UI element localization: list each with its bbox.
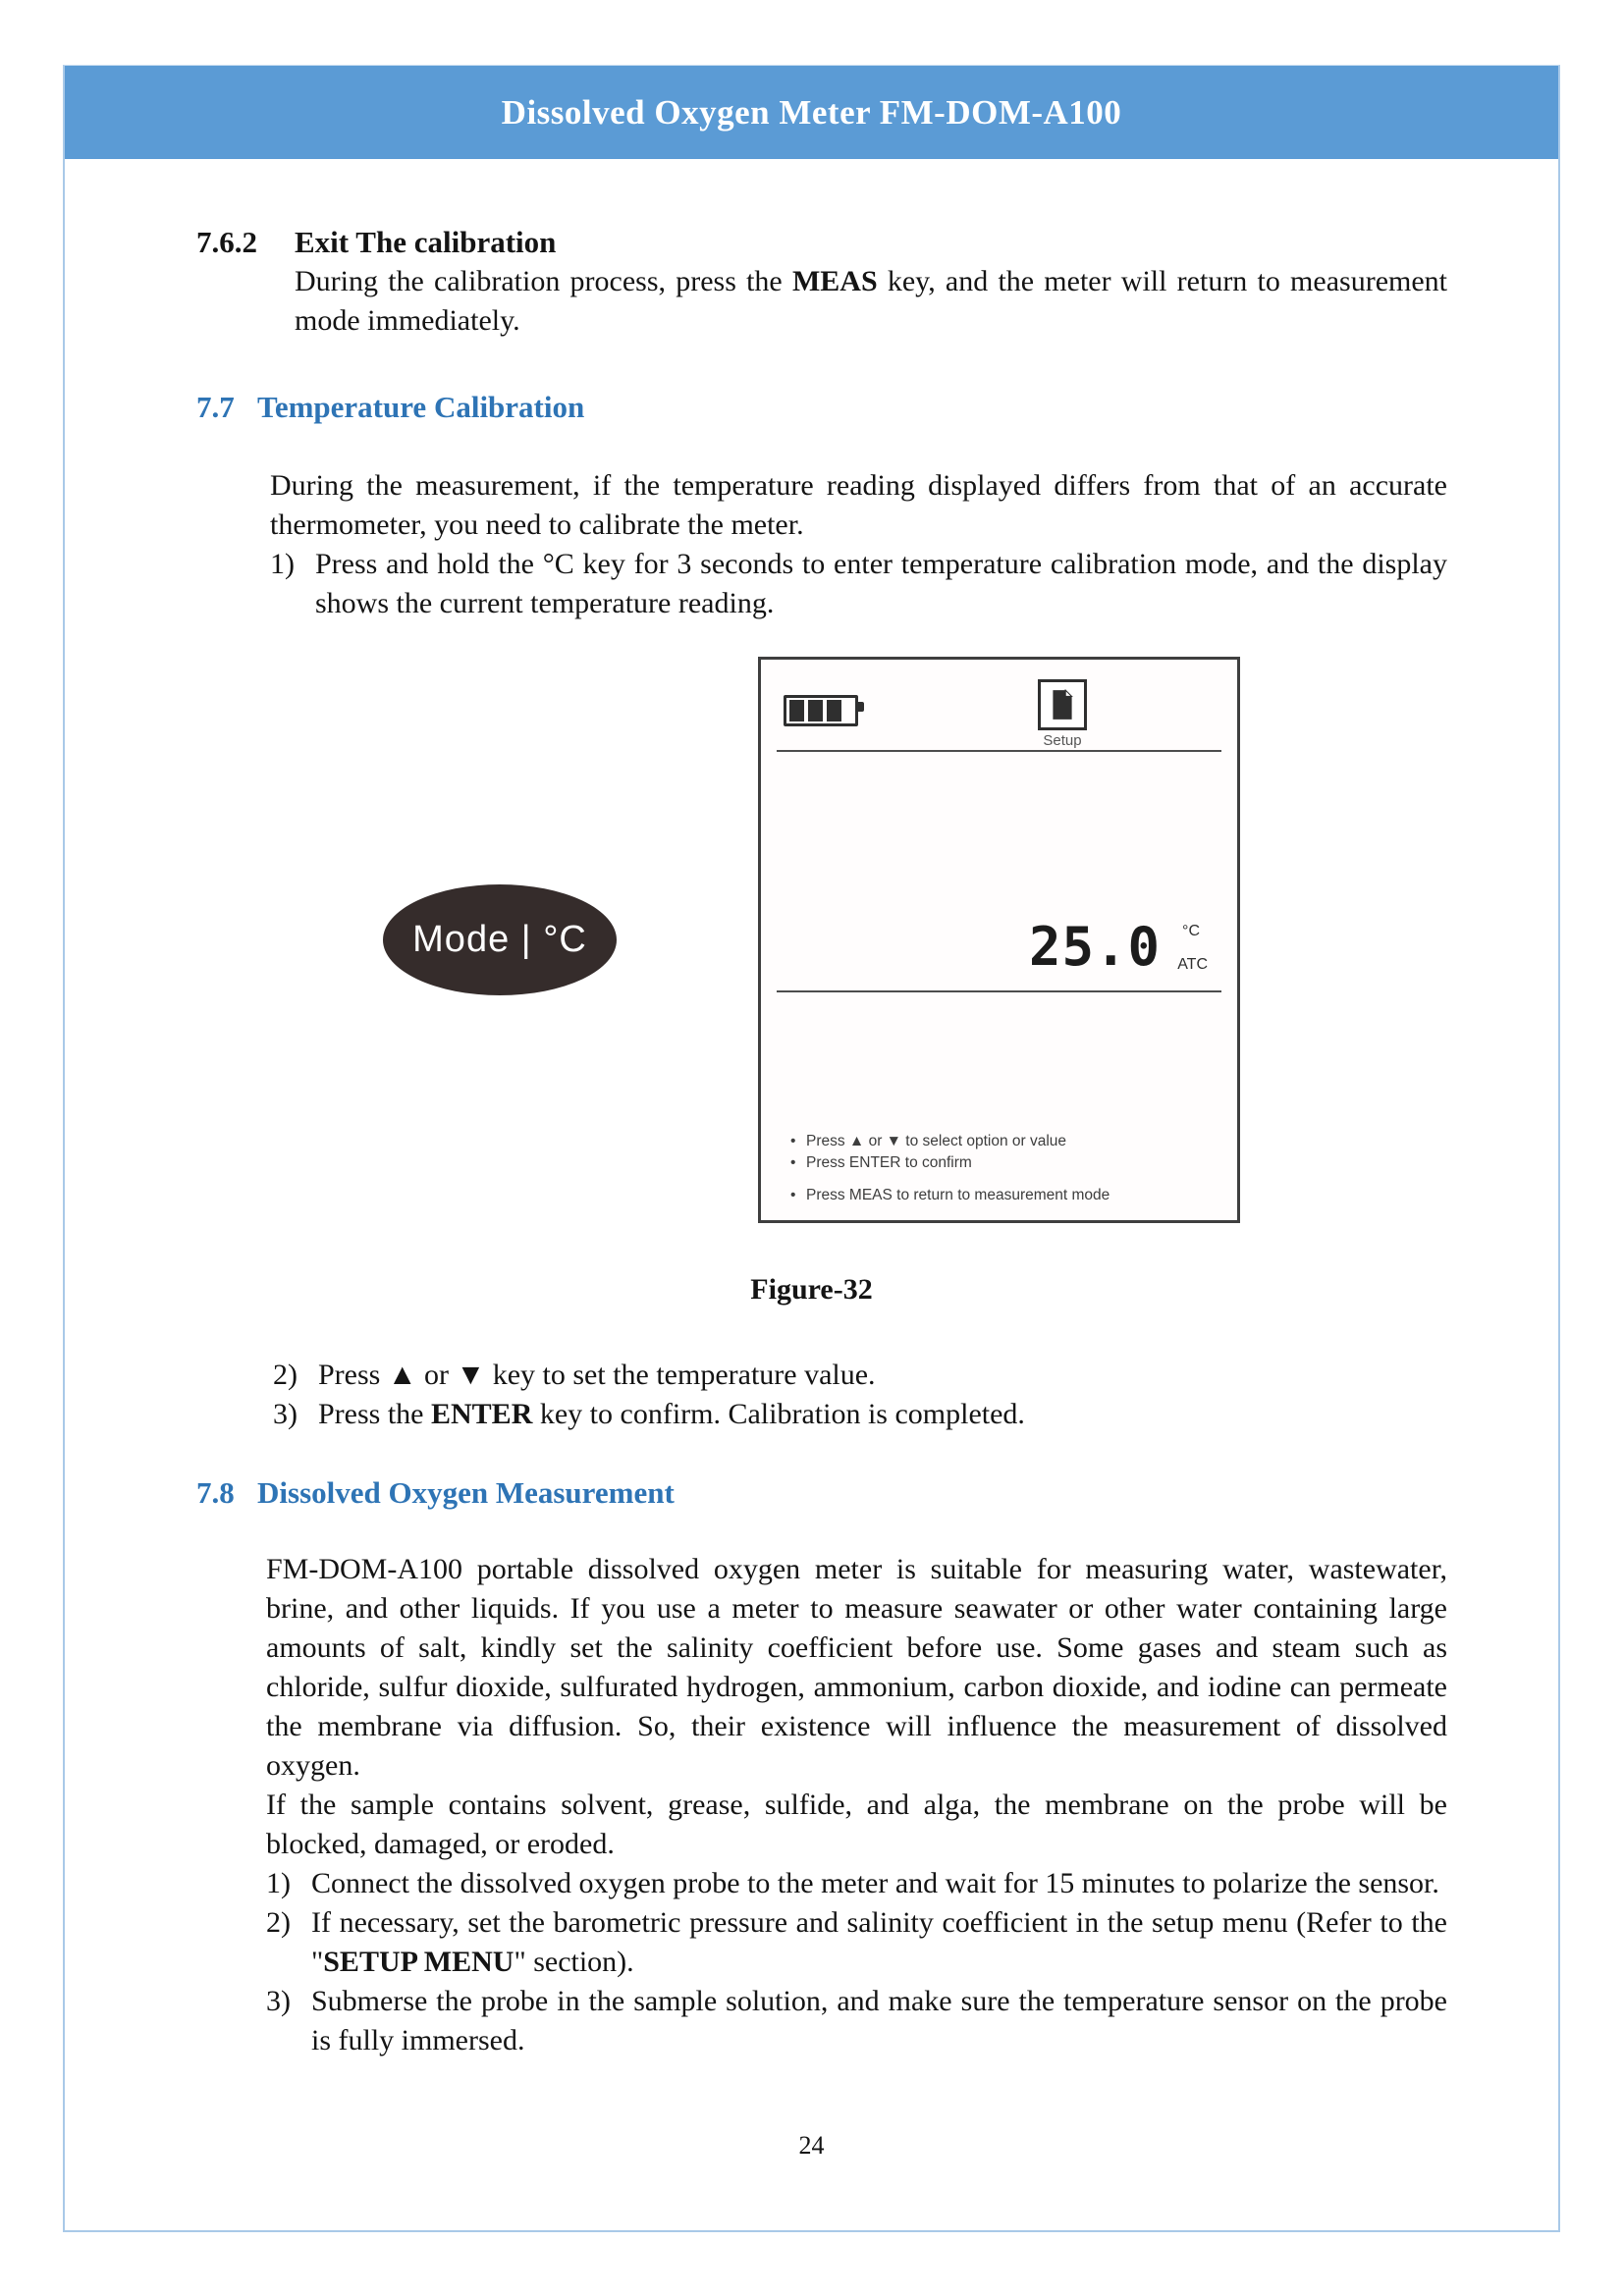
atc-label: ATC xyxy=(1177,956,1208,973)
list-item-number: 2) xyxy=(273,1359,298,1391)
mode-key-label: Mode | °C xyxy=(412,919,587,960)
setup-menu-label: SETUP MENU xyxy=(323,1946,514,1978)
list-item-number: 2) xyxy=(266,1906,291,1939)
setup-label: Setup xyxy=(1043,732,1082,749)
section-7-7-heading xyxy=(196,390,584,425)
mode-temperature-key xyxy=(383,884,617,995)
battery-cell xyxy=(808,700,823,721)
document-page-glyph xyxy=(1050,689,1075,721)
figure-caption: Figure-32 xyxy=(750,1273,873,1306)
hint-line: • Press ▲ or ▼ to select option or value xyxy=(790,1131,1110,1152)
lcd-divider-bottom xyxy=(777,990,1221,992)
list-item-number: 1) xyxy=(266,1867,291,1899)
battery-icon xyxy=(784,695,858,726)
section-7-8-heading xyxy=(196,1475,675,1511)
hint-line: • Press ENTER to confirm xyxy=(790,1152,1110,1174)
list-item xyxy=(273,1395,1447,1434)
section-title: Exit The calibration xyxy=(295,225,557,259)
list-item-number: 1) xyxy=(270,548,295,580)
figure-32 xyxy=(65,649,1558,1238)
paragraph-text: During the calibration process, press the xyxy=(295,265,792,297)
list-item-text: Press and hold the °C key for 3 seconds to enter temperature calibration mode, and the display shows the current temperature reading. xyxy=(315,548,1447,619)
page-frame xyxy=(63,65,1560,2232)
section-number: 7.6.2 xyxy=(196,225,257,259)
section-number: 7.8 xyxy=(196,1475,235,1510)
list-item-text: Submerse the probe in the sample solution, and make sure the temperature sensor on the probe is fully immersed. xyxy=(311,1985,1447,2056)
temperature-reading: 25.0 xyxy=(1028,916,1161,978)
list-item-text: If necessary, set the barometric pressure and salinity coefficient in the setup menu (Refer to the " xyxy=(311,1906,1447,1978)
hint-line: • Press MEAS to return to measurement mode xyxy=(790,1185,1110,1206)
list-item-number: 3) xyxy=(273,1398,298,1430)
list-item-text: Connect the dissolved oxygen probe to the meter and wait for 15 minutes to polarize the sensor. xyxy=(311,1867,1439,1899)
enter-key-label: ENTER xyxy=(431,1398,533,1430)
meas-key-label: MEAS xyxy=(791,265,878,297)
list-item xyxy=(266,1903,1447,1982)
list-item-text: Press ▲ or ▼ key to set the temperature value. xyxy=(318,1359,876,1391)
setup-indicator xyxy=(1018,679,1107,749)
lcd-display xyxy=(758,657,1240,1223)
section-title: Dissolved Oxygen Measurement xyxy=(257,1475,675,1510)
section-7-7-steps xyxy=(273,1356,1447,1434)
section-7-8-paragraph-2: If the sample contains solvent, grease, sulfide, and alga, the membrane on the probe will be blocked, damaged, or eroded. xyxy=(266,1789,1447,1860)
list-item xyxy=(270,545,1447,623)
paragraph-text: key, and the meter will return to measurement mode immediately. xyxy=(295,265,1447,337)
list-item-number: 3) xyxy=(266,1985,291,2017)
header-banner xyxy=(65,66,1558,159)
section-7-7-intro: During the measurement, if the temperature reading displayed differs from that of an accurate thermometer, you need to calibrate the meter. xyxy=(270,469,1447,541)
lcd-hints xyxy=(790,1131,1110,1206)
section-7-8-body xyxy=(266,1550,1447,2060)
list-item-text: Press the xyxy=(318,1398,431,1430)
list-item-text: key to confirm. Calibration is completed. xyxy=(532,1398,1025,1430)
section-7-6-2-heading xyxy=(196,225,1447,260)
list-item xyxy=(266,1864,1447,1903)
battery-cell xyxy=(827,700,841,721)
section-7-8-paragraph-1: FM-DOM-A100 portable dissolved oxygen meter is suitable for measuring water, wastewater, brine, and other liquids. If you use a meter to measure seawater or other water containing large amounts of salt, kindly set the salinity coefficient before use. Some gases and steam such as chloride, sulfur dioxide, sulfurated hydrogen, ammonium, carbon dioxide, and iodine can permeate the membrane via diffusion. So, their existence will influence the measurement of dissolved oxygen. xyxy=(266,1553,1447,1782)
list-item xyxy=(273,1356,1447,1395)
page-title: Dissolved Oxygen Meter FM-DOM-A100 xyxy=(501,92,1122,132)
setup-document-icon xyxy=(1038,679,1087,730)
page-number: 24 xyxy=(798,2131,825,2160)
celsius-unit-label: °C xyxy=(1182,923,1200,939)
section-number: 7.7 xyxy=(196,390,235,424)
battery-cell xyxy=(789,700,804,721)
list-item-text: " section). xyxy=(514,1946,634,1978)
section-7-6-2-paragraph xyxy=(295,262,1447,341)
section-7-6-2 xyxy=(196,225,1447,341)
list-item xyxy=(266,1982,1447,2060)
section-title: Temperature Calibration xyxy=(257,390,585,424)
section-7-7-body xyxy=(270,466,1447,623)
lcd-divider-top xyxy=(777,750,1221,752)
